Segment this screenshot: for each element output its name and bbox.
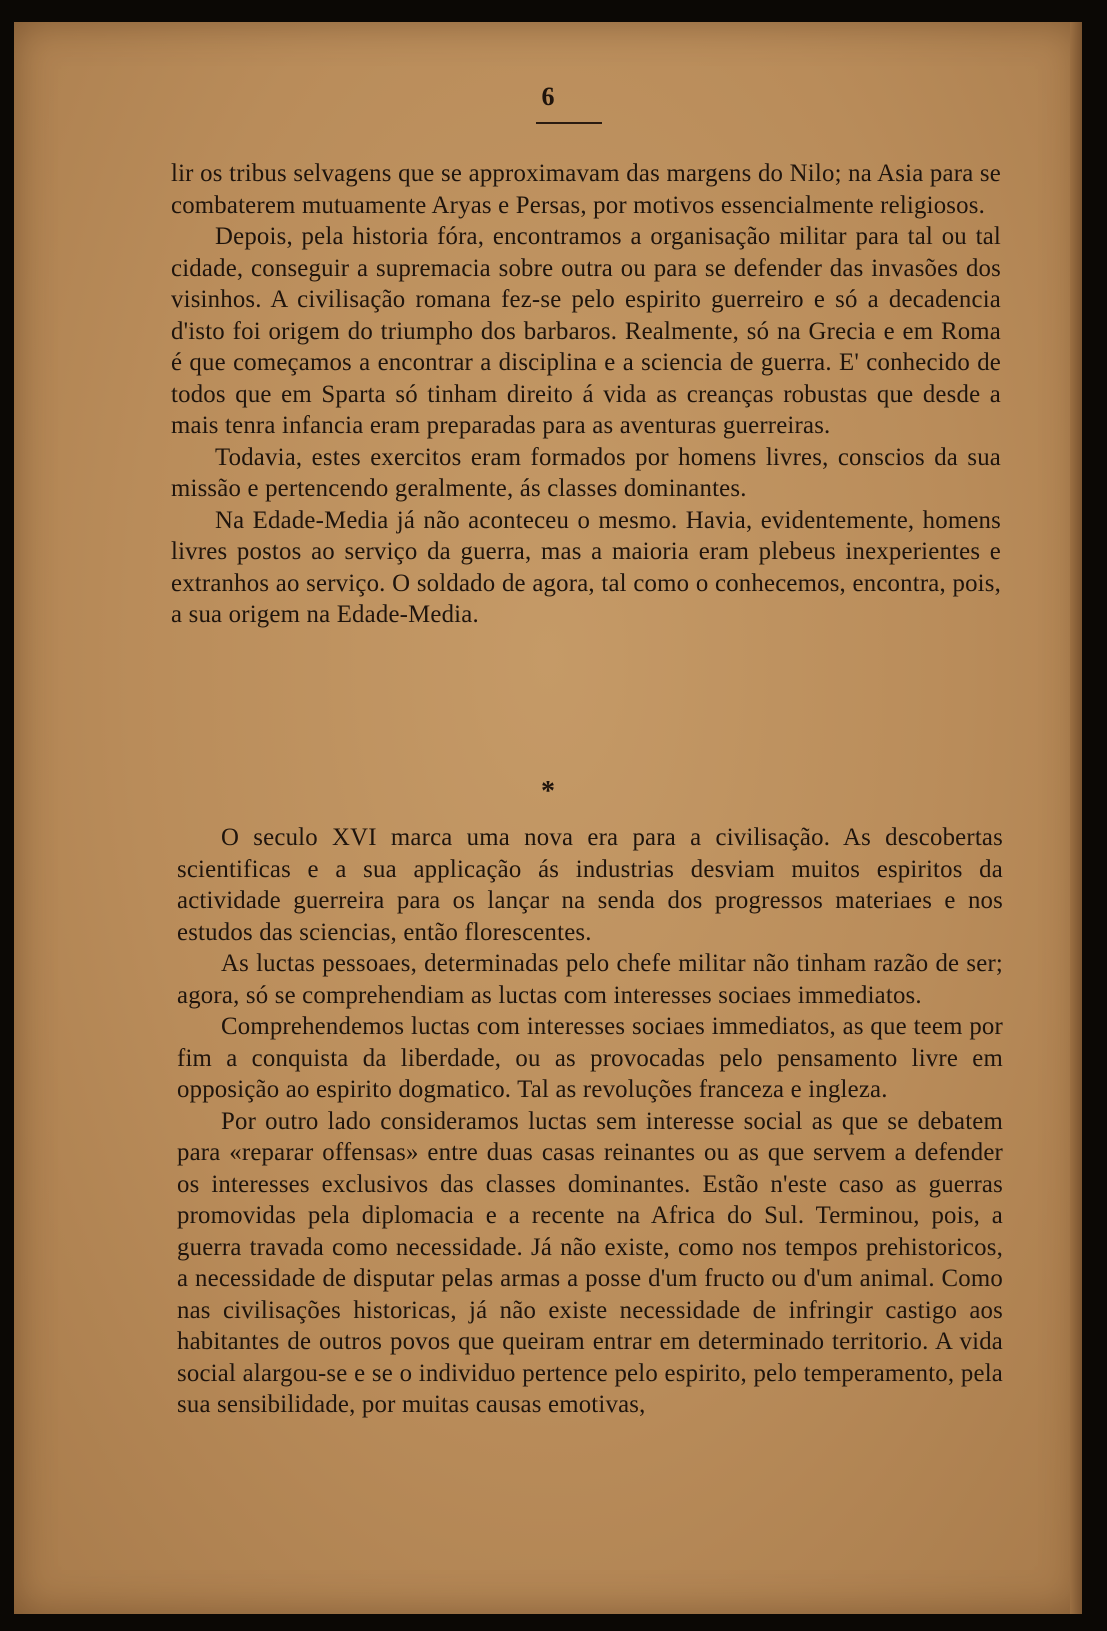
section-2 (177, 822, 1003, 1421)
paragraph: As luctas pessoaes, determinadas pelo chefe militar não tinham razão de ser; agora, só se comprehendiam as luctas com interesses sociaes immediatos. (177, 950, 1003, 1009)
paragraph: Comprehendemos luctas com interesses sociaes immediatos, as que teem por fim a conquista da liberdade, ou as provocadas pelo pensamento livre em opposição ao espirito dogmatico. Tal as revoluções franceza e ingleza. (177, 1013, 1003, 1103)
page-edge (1070, 22, 1082, 1614)
section-separator: * (541, 776, 555, 807)
paragraph: Depois, pela historia fóra, encontramos a organisação militar para tal ou tal cidade, conseguir a supremacia sobre outra ou para se defender das invasões dos visinhos. A civilisação romana fez-se pelo espirito guerreiro e só a decadencia d'isto foi origem do triumpho dos barbaros. Realmente, só na Grecia e em Roma é que começamos a encontrar a disciplina e a sciencia de guerra. E' conhecido de todos que em Sparta só tinham direito á vida as creanças robustas que desde a mais tenra infancia eram preparadas para as aventuras guerreiras. (171, 223, 1001, 439)
paragraph: lir os tribus selvagens que se approximavam das margens do Nilo; na Asia para se combaterem mutuamente Aryas e Persas, por motivos essencialmente religiosos. (171, 160, 1001, 219)
section-1 (171, 158, 1001, 631)
book-page (14, 22, 1082, 1614)
paragraph: Por outro lado consideramos luctas sem interesse social as que se debatem para «reparar offensas» entre duas casas reinantes ou as que servem a defender os interesses exclusivos das classes dominantes. Estão n'este caso as guerras promovidas pela diplomacia e a recente na Africa do Sul. Terminou, pois, a guerra travada como necessidade. Já não existe, como nos tempos prehistoricos, a necessidade de disputar pelas armas a posse d'um fructo ou d'um animal. Como nas civilisações historicas, já não existe necessidade de infringir castigo aos habitantes de outros povos que queiram entrar em determinado territorio. A vida social alargou-se e se o individuo pertence pelo espirito, pelo temperamento, pela sua sensibilidade, por muitas causas emotivas, (177, 1107, 1003, 1418)
page-number-rule (536, 122, 602, 124)
paragraph: O seculo XVI marca uma nova era para a civilisação. As descobertas scientificas e a sua applicação ás industrias desviam muitos espiritos da actividade guerreira para os lançar na senda dos progressos materiaes e nos estudos das sciencias, então florescentes. (177, 824, 1003, 946)
page-number: 6 (541, 82, 555, 111)
paragraph: Todavia, estes exercitos eram formados por homens livres, conscios da sua missão e pertencendo geralmente, ás classes dominantes. (171, 443, 1001, 502)
paragraph: Na Edade-Media já não aconteceu o mesmo. Havia, evidentemente, homens livres postos ao serviço da guerra, mas a maioria eram plebeus inexperientes e extranhos ao serviço. O soldado de agora, tal como o conhecemos, encontra, pois, a sua origem na Edade-Media. (171, 506, 1001, 628)
